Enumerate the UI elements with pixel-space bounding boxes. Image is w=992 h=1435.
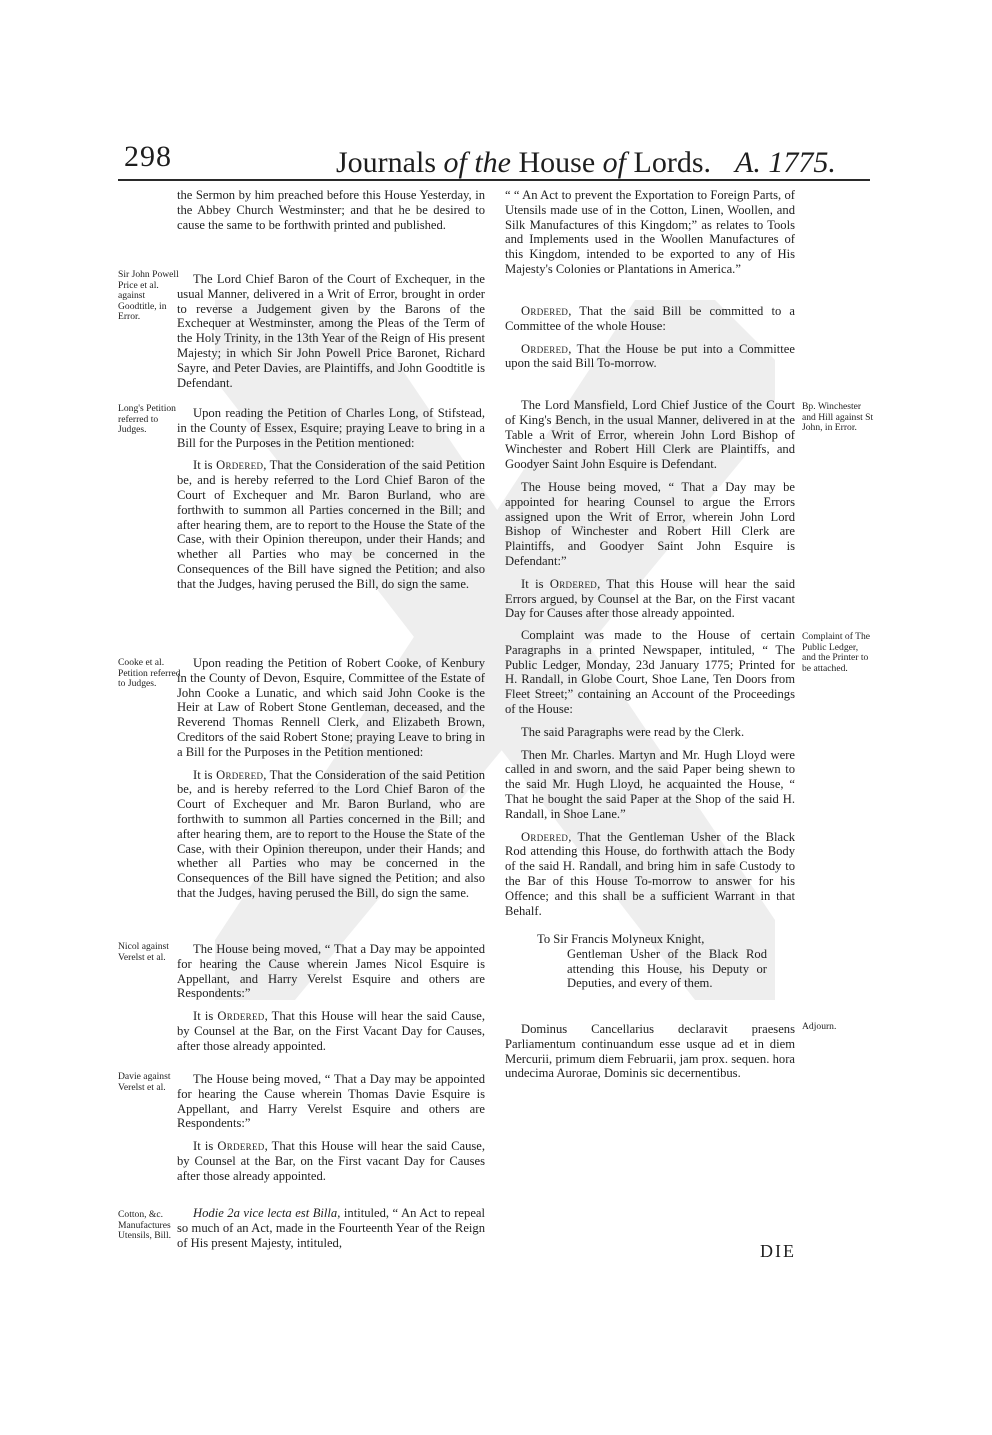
block-long-petition [177, 406, 485, 592]
ordered-word: Ordered [217, 1139, 265, 1154]
title-word-lords: Lords. [633, 146, 711, 179]
margin-note-price: Sir John Powell Price et al. against Goodtitle, in Error. [118, 269, 179, 323]
order-text: , That the House be put into a Committee upon the said Bill To-morrow. [505, 341, 795, 371]
block-complaint [505, 628, 795, 918]
paragraph-committee-tomorrow [505, 342, 795, 372]
paragraph-long-order [177, 458, 485, 591]
paragraph-read-by-clerk: The said Paragraphs were read by the Clerk. [521, 724, 745, 739]
block-nicol [177, 942, 485, 1054]
title-word-of: of [595, 146, 634, 179]
margin-note-long: Long's Petition referred to Judges. [118, 403, 176, 436]
header-rule [118, 179, 870, 181]
paragraph-adjournment: Dominus Cancellarius declaravit praesens Parliamentum continuandum esse usque ad et in diem Mercurii, primum diem Februarii, jam prox. sequen. hora undecima Aurorae, Dominis sic decernentibus. [505, 1022, 795, 1081]
lead-it-is: It is [193, 1009, 218, 1024]
ordered-word: Ordered [521, 304, 569, 318]
paragraph-nicol-order [177, 1009, 485, 1053]
margin-note-complaint: Complaint of The Public Ledger, and the Printer to be attached. [802, 631, 871, 674]
lead-it-is: It is [193, 1139, 218, 1154]
running-year: A. 1775. [735, 146, 836, 179]
block-sermon [177, 188, 485, 232]
catchword: DIE [760, 1241, 796, 1261]
margin-note-adjourn: Adjourn. [802, 1021, 837, 1032]
block-writ-error [177, 272, 485, 390]
paragraph-attach-order [505, 830, 795, 919]
title-word-of-the: of the [436, 146, 519, 179]
warrant-address [537, 932, 767, 991]
margin-note-winchester: Bp. Winchester and Hill against St John, in Error. [802, 401, 874, 434]
address-line-2: Gentleman Usher of the Black Rod attending this House, his Deputy or Deputies, and every of them. [567, 946, 767, 991]
order-text: , That the Gentleman Usher of the Black Rod attending this House, do forthwith attach the Body of the said H. Randall, and bring him in safe Custody to the Bar of this House To-morrow to answer for his Offence; and this shall be a sufficient Warrant in that Behalf. [505, 829, 795, 918]
paragraph-cooke-order [177, 768, 485, 901]
title-word-journals: Journals [336, 146, 436, 179]
lead-it-is: It is [193, 458, 217, 473]
block-davie [177, 1072, 485, 1184]
ordered-word: Ordered [216, 767, 264, 782]
ordered-word: Ordered [216, 458, 264, 473]
block-adjournment [505, 1022, 795, 1081]
paragraph-sermon: the Sermon by him preached before this House Yesterday, in the Abbey Church Westminster; and that he be desired to cause the same to be forthwith printed and published. [177, 188, 485, 232]
ordered-word: Ordered [549, 576, 598, 591]
paragraph-cooke-petition: Upon reading the Petition of Robert Cooke, of Kenbury in the County of Devon, Esquire, Committee of the Estate of John Cooke a Lunatic, and which said John Cooke is the Heir at Law of Robert Stone Gentleman, deceased, and the Reverend Thomas Rennell Clerk, and Elizabeth Brown, Creditors of the said Robert Stone; praying Leave to bring in a Bill for the Purposes in the Petition mentioned: [177, 656, 485, 759]
address-line-1: To Sir Francis Molyneux Knight, [537, 932, 705, 946]
ordered-word: Ordered [217, 1009, 265, 1024]
margin-note-davie: Davie against Verelst et al. [118, 1071, 171, 1093]
order-text: , That the Consideration of the said Petition be, and is hereby referred to the Lord Chief Baron of the Court of Exchequer and Mr. Baron Burland, who are forthwith to summon all Parties concerned in the Bill; and after hearing them, are to report to the House the State of the Case, with their Opinion thereupon, under their Hands; and whether all Parties who may be concerned in the Consequences of the Bill have signed the Petition; and also that the Judges, having perused the Bill, do sign the same. [177, 767, 485, 900]
margin-note-cooke: Cooke et al. Petition referred to Judges. [118, 657, 181, 690]
running-title [336, 146, 711, 180]
lead-it-is: It is [193, 767, 217, 782]
block-mansfield [505, 398, 795, 621]
paragraph-committee [505, 304, 795, 334]
ordered-word: Ordered [521, 829, 569, 844]
page-number: 298 [124, 140, 172, 173]
margin-note-cotton: Cotton, &c. Manufactures Utensils, Bill. [118, 1209, 172, 1242]
paragraph-davie-order [177, 1139, 485, 1183]
ordered-word: Ordered [521, 341, 569, 356]
bill-text: , intituled, “ An Act to repeal so much of an Act, made in the Fourteenth Year of the Reign of His present Majesty, intituled, [177, 1206, 485, 1250]
paragraph-winchester-motion: The House being moved, “ That a Day may be appointed for hearing Counsel to argue the Errors assigned upon the Writ of Error, wherein John Lord Bishop of Winchester and Robert Hill Clerk are Plaintiffs, and Goodyer Saint John Esquire is Defendant:” [505, 479, 795, 568]
block-cooke-petition [177, 656, 485, 901]
paragraph-long-petition: Upon reading the Petition of Charles Long, of Stifstead, in the County of Essex, Esquire; praying Leave to bring in a Bill for the Purposes in the Petition mentioned: [177, 406, 485, 450]
paragraph-witnesses: Then Mr. Charles. Martyn and Mr. Hugh Lloyd were called in and sworn, and the said Paper being shewn to the said Mr. Hugh Lloyd, he acquainted the House, “ That he bought the said Paper at the Shop of the said H. Randall, in Shoe Lane.” [505, 747, 795, 821]
paragraph-writ-error: The Lord Chief Baron of the Court of Exchequer, in the usual Manner, delivered in a Writ of Error, brought in order to reverse a Judgement given by the Barons of the Exchequer at Westminster, among the Pleas of the Term of the Holy Trinity, in the 13th Year of the Reign of His present Majesty; in which Sir John Powell Price Baronet, Richard Sayre, and Peter Davies, are Plaintiffs, and John Goodtitle is Defendant. [177, 272, 485, 390]
order-text: , That this House will hear the said Errors argued, by Counsel at the Bar, on the First vacant Day for Causes after those already appointed. [505, 576, 796, 621]
block-cotton-bill [177, 1206, 485, 1250]
paragraph-act-title: “ “ An Act to prevent the Exportation to Foreign Parts, of Utensils made use of in the Cotton, Linen, Woollen, and Silk Manufactures of this Kingdom;” as relates to Tools and Implements used in the Woollen Manufactures of this Kingdom, intended to be exported to any of His Majesty's Colonies or Plantations in America.” [505, 188, 795, 276]
paragraph-nicol-motion: The House being moved, “ That a Day may be appointed for hearing the Cause wherein James Nicol Esquire is Appellant, and Harry Verelst Esquire and others are Respondents:” [177, 942, 485, 1001]
paragraph-mansfield: The Lord Mansfield, Lord Chief Justice of the Court of King's Bench, in the usual Manner, delivered in at the Table a Writ of Error, wherein John Lord Bishop of Winchester and Robert Hill Clerk are Plaintiffs, and Goodyer Saint John Esquire is Defendant. [505, 398, 795, 472]
order-text: , That this House will hear the said Cause, by Counsel at the Bar, on the First vacant Day for Causes after those already appointed. [177, 1139, 486, 1183]
latin-reading: Hodie 2a vice lecta est Billa [193, 1206, 338, 1220]
lead-it-is: It is [521, 576, 550, 591]
title-word-house: House [518, 146, 596, 179]
block-act-title [505, 188, 795, 277]
paragraph-davie-motion: The House being moved, “ That a Day may be appointed for hearing the Cause wherein Thomas Davie Esquire is Appellant, and Harry Verelst Esquire and others are Respondents:” [177, 1072, 485, 1131]
order-text: , That this House will hear the said Cause, by Counsel at the Bar, on the First Vacant Day for Causes, after those already appointed. [177, 1009, 486, 1053]
paragraph-winchester-order [505, 577, 795, 621]
block-committee [505, 304, 795, 371]
paragraph-cotton-bill [177, 1206, 485, 1250]
paragraph-complaint: Complaint was made to the House of certain Paragraphs in a printed Newspaper, intituled, “ The Public Ledger, Monday, 23d January 1775; Printed for H. Randall, in Globe Court, Shoe Lane, Ten Doors from Fleet Street;” containing an Account of the Proceedings of the House: [505, 628, 795, 716]
order-text: , That the Consideration of the said Petition be, and is hereby referred to the Lord Chief Baron of the Court of Exchequer and Mr. Baron Burland, who are forthwith to summon all Parties concerned in the Bill; and after hearing them, are to report to the House the State of the Case, with their Opinion thereupon, under their Hands; and whether all Parties who may be concerned in the Consequences of the Bill have signed the Petition; and also that the Judges, having perused the Bill, do sign the same. [177, 458, 485, 591]
margin-note-nicol: Nicol against Verelst et al. [118, 941, 169, 963]
order-text: , That the said Bill be committed to a Committee of the whole House: [505, 304, 795, 333]
